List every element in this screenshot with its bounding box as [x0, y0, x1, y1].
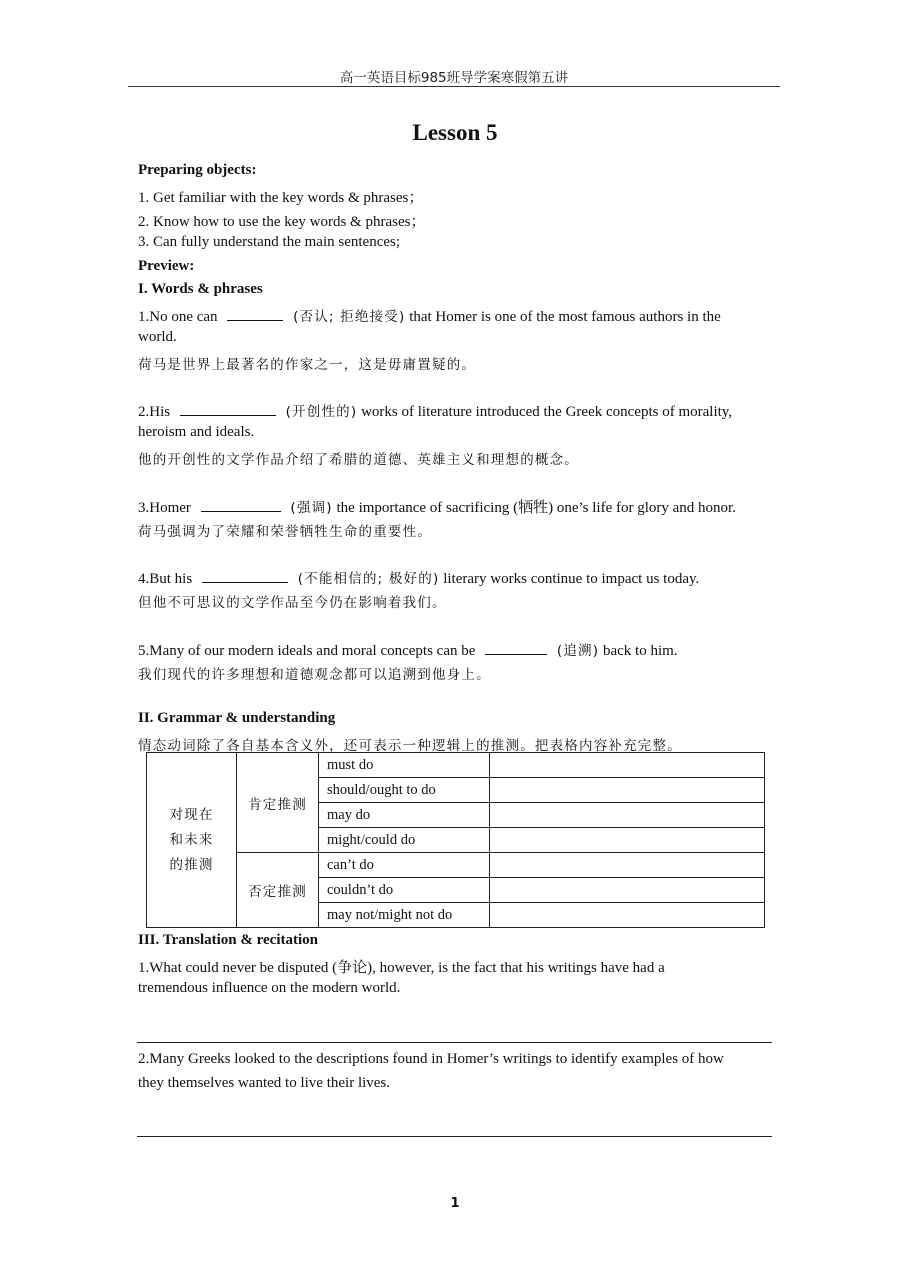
vocab-item	[138, 400, 732, 421]
translation-sentence: they themselves wanted to live their lives.	[138, 1075, 391, 1091]
item-text: that Homer is one of the most famous authors in the	[409, 309, 721, 325]
answer-line[interactable]	[137, 1136, 772, 1137]
objective-item: 2. Know how to use the key words & phrases；	[138, 214, 426, 230]
item-translation: 荷马是世界上最著名的作家之一，这是毋庸置疑的。	[138, 357, 477, 373]
positive-label: 肯定推测	[237, 753, 319, 853]
answer-line[interactable]	[137, 1042, 772, 1043]
category-line: 对现在	[169, 806, 214, 823]
answer-cell[interactable]	[490, 828, 765, 853]
item-text: 4.But his	[138, 571, 193, 587]
item-text: 2.His	[138, 404, 171, 420]
item-text: the importance of sacrificing (牺牲) one’s life for glory and honor.	[336, 500, 736, 516]
fill-blank[interactable]	[227, 306, 283, 321]
objective-item: 3. Can fully understand the main sentences;	[138, 234, 401, 250]
section-heading-words: I. Words & phrases	[138, 281, 263, 297]
vocab-item	[138, 639, 678, 660]
page-number: 1	[450, 1196, 460, 1211]
item-hint: (追溯)	[556, 643, 600, 659]
answer-cell[interactable]	[490, 853, 765, 878]
translation-sentence: tremendous influence on the modern world.	[138, 980, 401, 996]
preparing-heading: Preparing objects:	[138, 162, 257, 178]
section-heading-translation: III. Translation & recitation	[138, 932, 319, 948]
vocab-item	[138, 496, 736, 517]
modal-form: should/ought to do	[319, 778, 490, 803]
vocab-item	[138, 567, 699, 588]
item-text: works of literature introduced the Greek concepts of morality,	[361, 404, 733, 420]
item-continuation: heroism and ideals.	[138, 424, 255, 440]
category-line: 的推测	[169, 856, 214, 873]
vocab-item	[138, 305, 721, 326]
translation-sentence: 1.What could never be disputed (争论), however, is the fact that his writings have had a	[138, 960, 665, 976]
header-rule	[128, 86, 780, 87]
item-text: back to him.	[602, 643, 678, 659]
item-hint: (否认; 拒绝接受)	[293, 309, 406, 325]
translation-sentence: 2.Many Greeks looked to the descriptions found in Homer’s writings to identify examples of how	[138, 1051, 724, 1067]
item-hint: (不能相信的; 极好的)	[297, 571, 440, 587]
table-row	[147, 753, 765, 778]
item-continuation: world.	[138, 329, 177, 345]
item-translation: 我们现代的许多理想和道德观念都可以追溯到他身上。	[138, 667, 491, 683]
fill-blank[interactable]	[485, 640, 547, 655]
page-header: 高一英语目标985班导学案寒假第五讲	[339, 70, 569, 86]
item-translation: 但他不可思议的文学作品至今仍在影响着我们。	[138, 595, 447, 611]
modal-form: can’t do	[319, 853, 490, 878]
modal-form: couldn’t do	[319, 878, 490, 903]
item-text: 3.Homer	[138, 500, 191, 516]
lesson-title: Lesson 5	[412, 120, 498, 145]
grammar-intro: 情态动词除了各自基本含义外，还可表示一种逻辑上的推测。把表格内容补充完整。	[138, 738, 682, 754]
answer-cell[interactable]	[490, 753, 765, 778]
negative-label: 否定推测	[237, 853, 319, 928]
modal-form: may not/might not do	[319, 903, 490, 928]
table-row	[147, 853, 765, 878]
answer-cell[interactable]	[490, 903, 765, 928]
answer-cell[interactable]	[490, 878, 765, 903]
category-cell	[147, 753, 237, 928]
modal-form: might/could do	[319, 828, 490, 853]
section-heading-grammar: II. Grammar & understanding	[138, 710, 336, 726]
item-hint: (开创性的)	[285, 404, 358, 420]
item-text: 5.Many of our modern ideals and moral concepts can be	[138, 643, 476, 659]
item-text: 1.No one can	[138, 309, 218, 325]
modal-form: may do	[319, 803, 490, 828]
answer-cell[interactable]	[490, 778, 765, 803]
fill-blank[interactable]	[201, 497, 281, 512]
answer-cell[interactable]	[490, 803, 765, 828]
item-text: literary works continue to impact us today.	[443, 571, 700, 587]
fill-blank[interactable]	[180, 401, 276, 416]
item-hint: (强调)	[290, 500, 333, 516]
item-translation: 他的开创性的文学作品介绍了希腊的道德、英雄主义和理想的概念。	[138, 452, 579, 468]
objective-item: 1. Get familiar with the key words & phrases；	[138, 190, 424, 206]
preview-heading: Preview:	[138, 258, 195, 274]
fill-blank[interactable]	[202, 568, 288, 583]
grammar-table	[146, 752, 765, 928]
modal-form: must do	[319, 753, 490, 778]
item-translation: 荷马强调为了荣耀和荣誉牺牲生命的重要性。	[138, 524, 432, 540]
category-line: 和未来	[169, 831, 214, 848]
